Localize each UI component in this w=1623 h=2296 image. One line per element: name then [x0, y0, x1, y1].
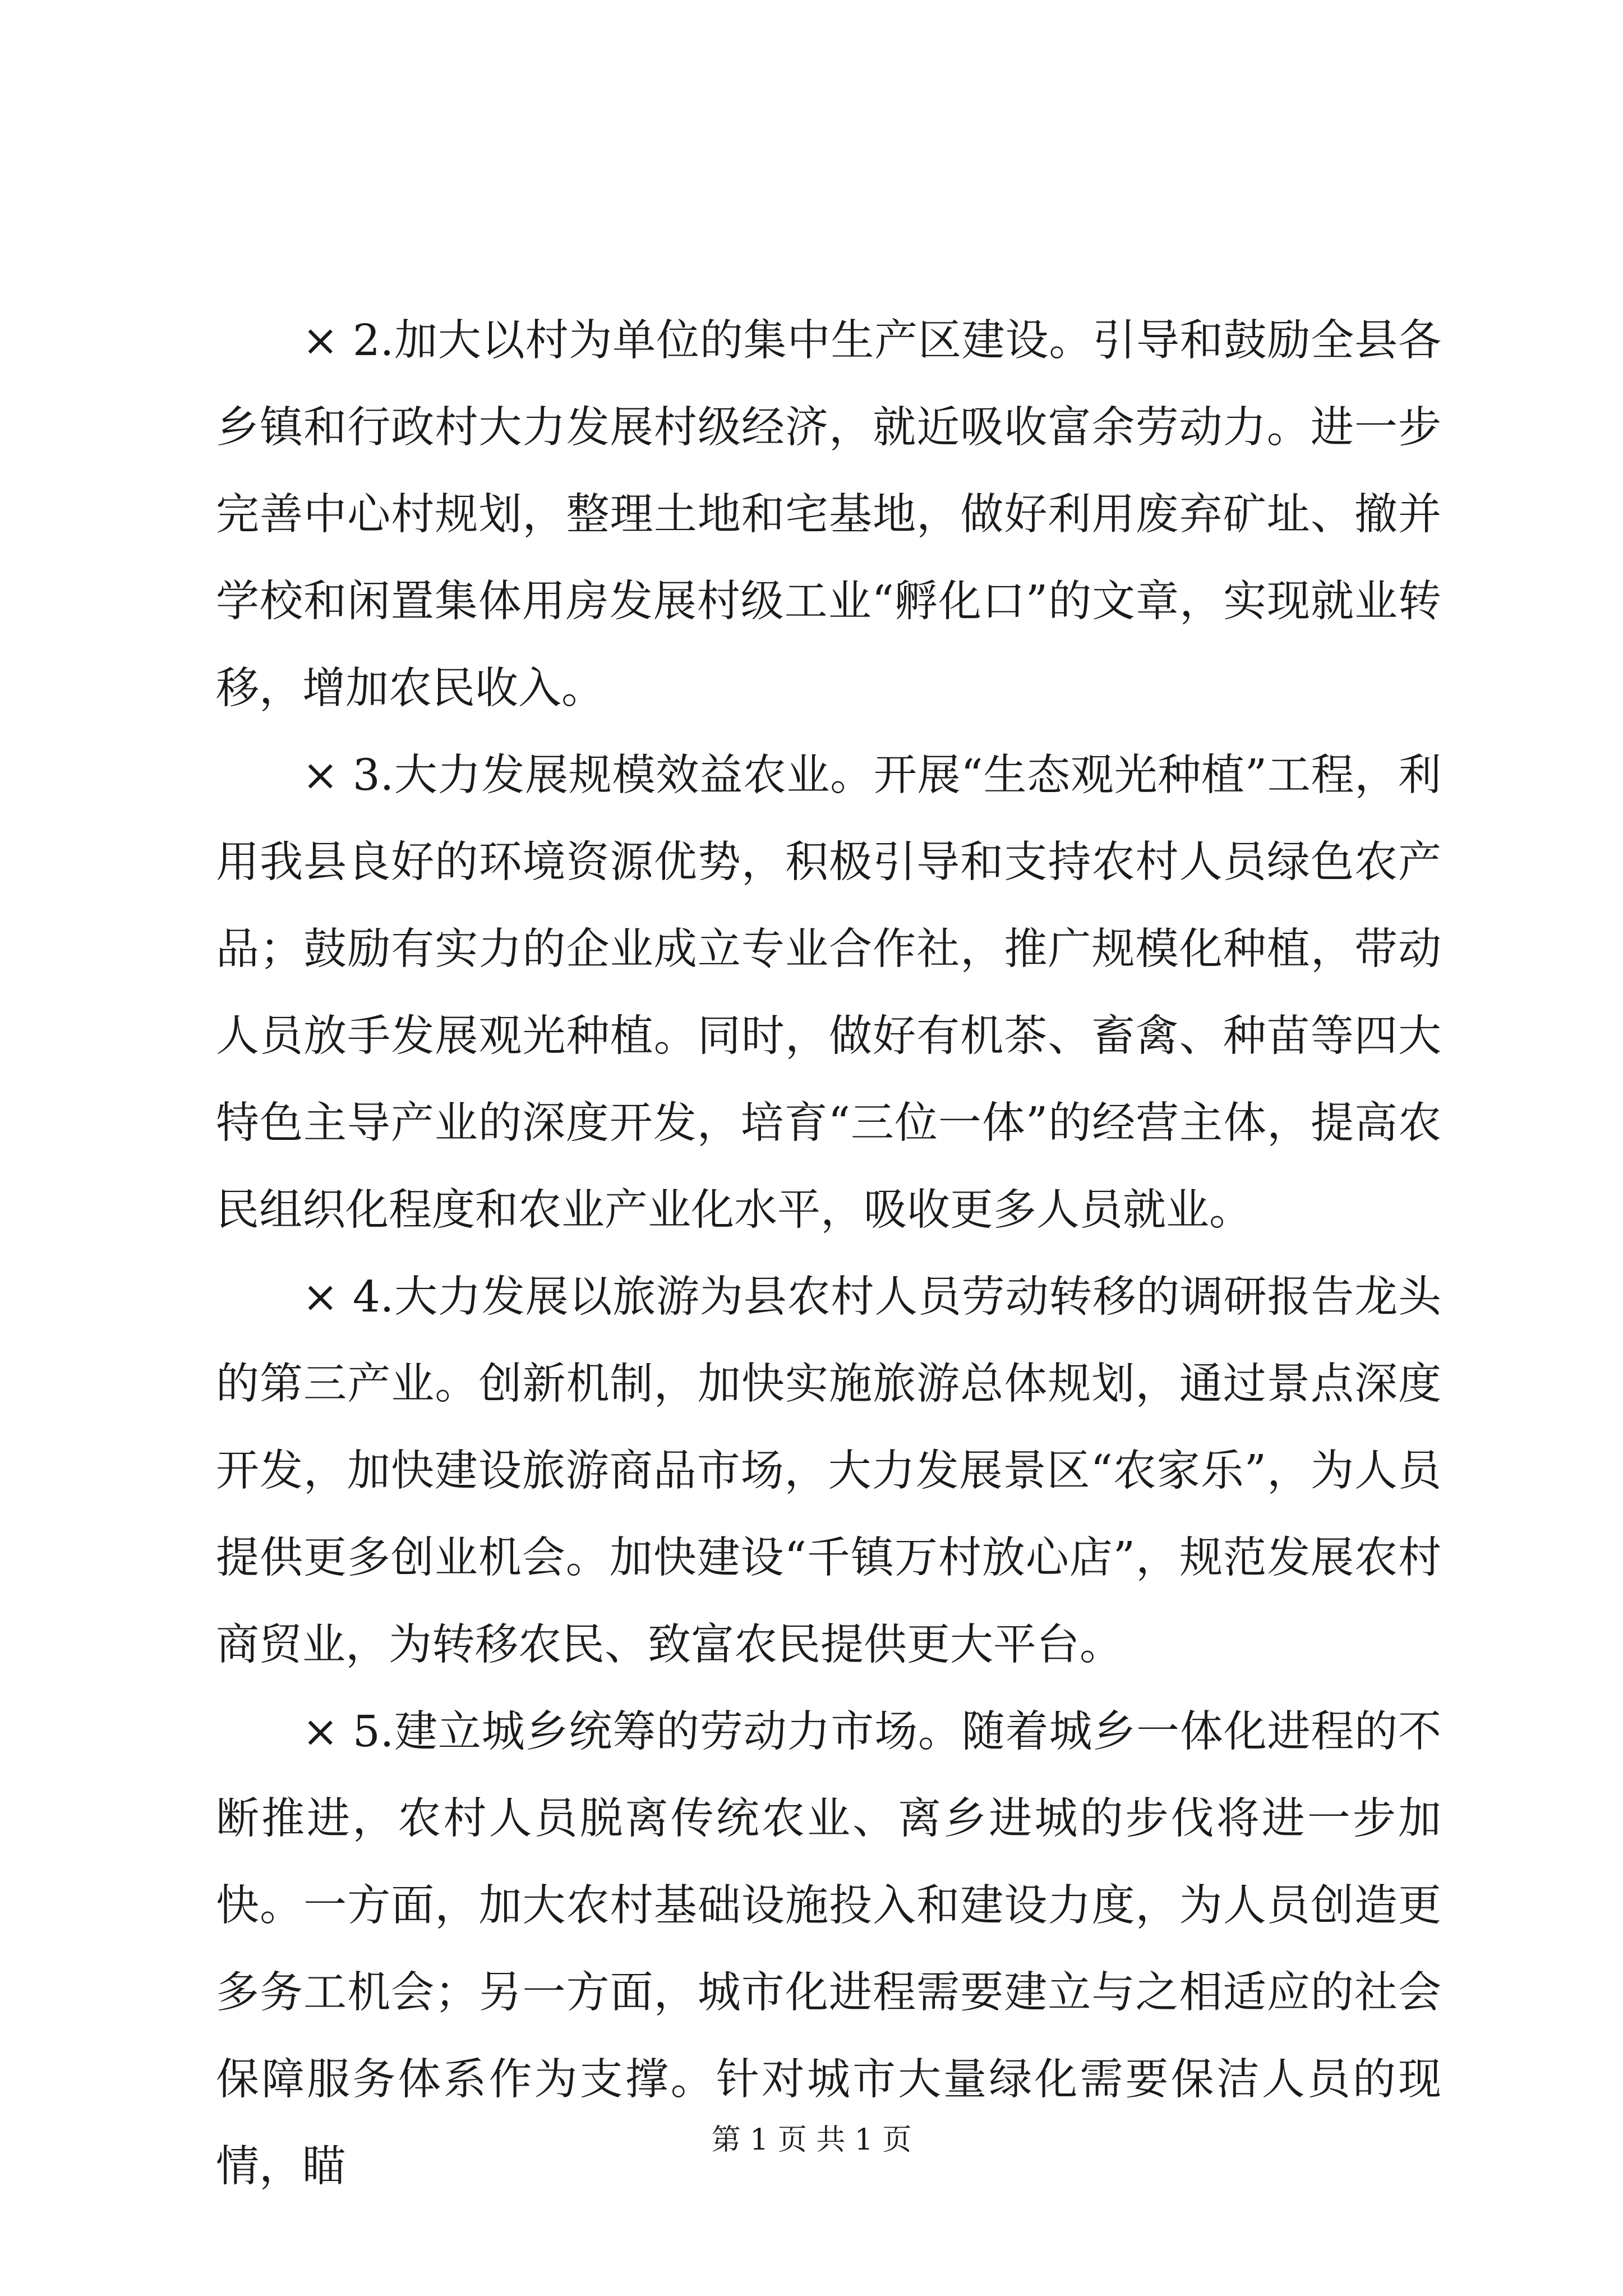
paragraph-4: × 4.大力发展以旅游为县农村人员劳动转移的调研报告龙头的第三产业。创新机制，加快实施旅游总体规划，通过景点深度开发，加快建设旅游商品市场，大力发展景区“农家乐”，为人员提供更多创业机会。加快建设“千镇万村放心店”，规范发展农村商贸业，为转移农民、致富农民提供更大平台。: [216, 1272, 1441, 1670]
paragraph-2: × 2.加大以村为单位的集中生产区建设。引导和鼓励全县各乡镇和行政村大力发展村级经济，就近吸收富余劳动力。进一步完善中心村规划，整理土地和宅基地，做好利用废弃矿址、撤并学校和闲置集体用房发展村级工业“孵化口”的文章，实现就业转移，增加农民收入。: [216, 316, 1441, 714]
document-body: [216, 297, 1441, 2210]
paragraph-3: × 3.大力发展规模效益农业。开展“生态观光种植”工程，利用我县良好的环境资源优势，积极引导和支持农村人员绿色农产品；鼓励有实力的企业成立专业合作社，推广规模化种植，带动人员放手发展观光种植。同时，做好有机茶、畜禽、种苗等四大特色主导产业的深度开发，培育“三位一体”的经营主体，提高农民组织化程度和农业产业化水平，吸收更多人员就业。: [216, 751, 1441, 1235]
paragraph-5: × 5.建立城乡统筹的劳动力市场。随着城乡一体化进程的不断推进，农村人员脱离传统农业、离乡进城的步伐将进一步加快。一方面，加大农村基础设施投入和建设力度，为人员创造更多务工机会；另一方面，城市化进程需要建立与之相适应的社会保障服务体系作为支撑。针对城市大量绿化需要保洁人员的现情，瞄: [216, 1707, 1441, 2192]
page-footer: 第 1 页 共 1 页: [711, 2123, 912, 2157]
